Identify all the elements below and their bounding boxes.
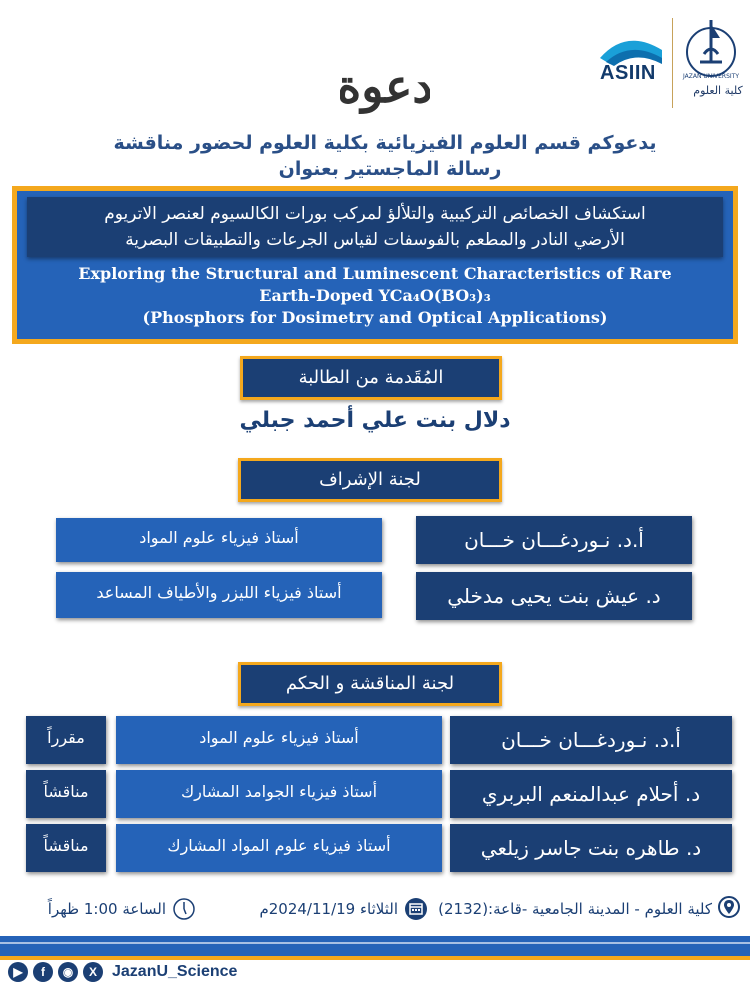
- x-twitter-icon[interactable]: X: [83, 962, 103, 982]
- supervisor-name-1: أ.د. نـوردغـــان خـــان: [416, 516, 692, 564]
- supervisor-name-2: د. عيش بنت يحيى مدخلي: [416, 572, 692, 620]
- committee-member-name-3: د. طاهره بنت جاسر زيلعي: [450, 824, 732, 872]
- footer-band: [0, 936, 750, 960]
- thesis-title-en-line-2: Earth-Doped YCa₄O(BO₃)₃: [259, 286, 491, 305]
- invitation-calligraphy: [340, 50, 430, 120]
- thesis-title-en-line-1: Exploring the Structural and Luminescent Characteristics of Rare: [78, 264, 672, 283]
- committee-member-title-2: أستاذ فيزياء الجوامد المشارك: [116, 770, 442, 818]
- event-date: [196, 896, 428, 922]
- youtube-icon[interactable]: ▶: [8, 962, 28, 982]
- event-time-text: الساعة 1:00 ظهراً: [47, 900, 166, 918]
- invitation-line-1: يدعوكم قسم العلوم الفيزيائية بكلية العلوم لحضور مناقشة: [113, 132, 657, 154]
- clock-icon: [172, 897, 196, 921]
- student-label: المُقَدمة من الطالبة: [240, 356, 502, 400]
- thesis-title-english: [17, 263, 733, 329]
- facebook-icon[interactable]: f: [33, 962, 53, 982]
- thesis-title-box: [12, 186, 738, 344]
- event-location: [430, 896, 740, 922]
- location-pin-icon: [718, 896, 740, 922]
- dawa-text: دعوة: [340, 59, 430, 113]
- supervisor-title-2: أستاذ فيزياء الليزر والأطياف المساعد: [56, 572, 382, 618]
- calendar-icon: [404, 897, 428, 921]
- thesis-title-en-line-3: (Phosphors for Dosimetry and Optical Applications): [142, 308, 608, 327]
- committee-member-name-2: د. أحلام عبدالمنعم البربري: [450, 770, 732, 818]
- thesis-title-arabic: [27, 197, 723, 257]
- thesis-title-ar-line-2: الأرضي النادر والمطعم بالفوسفات لقياس الجرعات والتطبيقات البصرية: [125, 230, 625, 250]
- supervisor-title-1: أستاذ فيزياء علوم المواد: [56, 518, 382, 562]
- event-location-text: كلية العلوم - المدينة الجامعية -قاعة:(2132): [438, 900, 712, 918]
- thesis-title-ar-line-1: استكشاف الخصائص التركيبية والتلألؤ لمركب بورات الكالسيوم لعنصر الاتريوم: [104, 204, 646, 224]
- dawa-calligraphy-icon: [340, 50, 430, 120]
- committee-member-role-1: مقرراً: [26, 716, 106, 764]
- event-date-text: الثلاثاء 2024/11/19م: [259, 900, 398, 918]
- student-name: دلال بنت علي أحمد جبلي: [239, 408, 511, 433]
- header-divider: [672, 18, 673, 108]
- event-time: [10, 896, 196, 922]
- faculty-name: كلية العلوم: [693, 84, 743, 97]
- invitation-line-2: رسالة الماجستير بعنوان: [278, 158, 502, 180]
- svg-text:JAZAN UNIVERSITY: JAZAN UNIVERSITY: [682, 73, 740, 80]
- jazan-university-logo-icon: [680, 14, 742, 84]
- committee-member-role-2: مناقشاً: [26, 770, 106, 818]
- supervision-committee-label: لجنة الإشراف: [238, 458, 502, 502]
- committee-member-role-3: مناقشاً: [26, 824, 106, 872]
- committee-member-title-3: أستاذ فيزياء علوم المواد المشارك: [116, 824, 442, 872]
- committee-member-name-1: أ.د. نـوردغـــان خـــان: [450, 716, 732, 764]
- social-links: [8, 962, 237, 982]
- committee-member-title-1: أستاذ فيزياء علوم المواد: [116, 716, 442, 764]
- social-handle[interactable]: JazanU_Science: [112, 963, 238, 980]
- discussion-committee-label: لجنة المناقشة و الحكم: [238, 662, 502, 706]
- asiin-label: ASIIN: [600, 62, 656, 84]
- snapchat-icon[interactable]: ◉: [58, 962, 78, 982]
